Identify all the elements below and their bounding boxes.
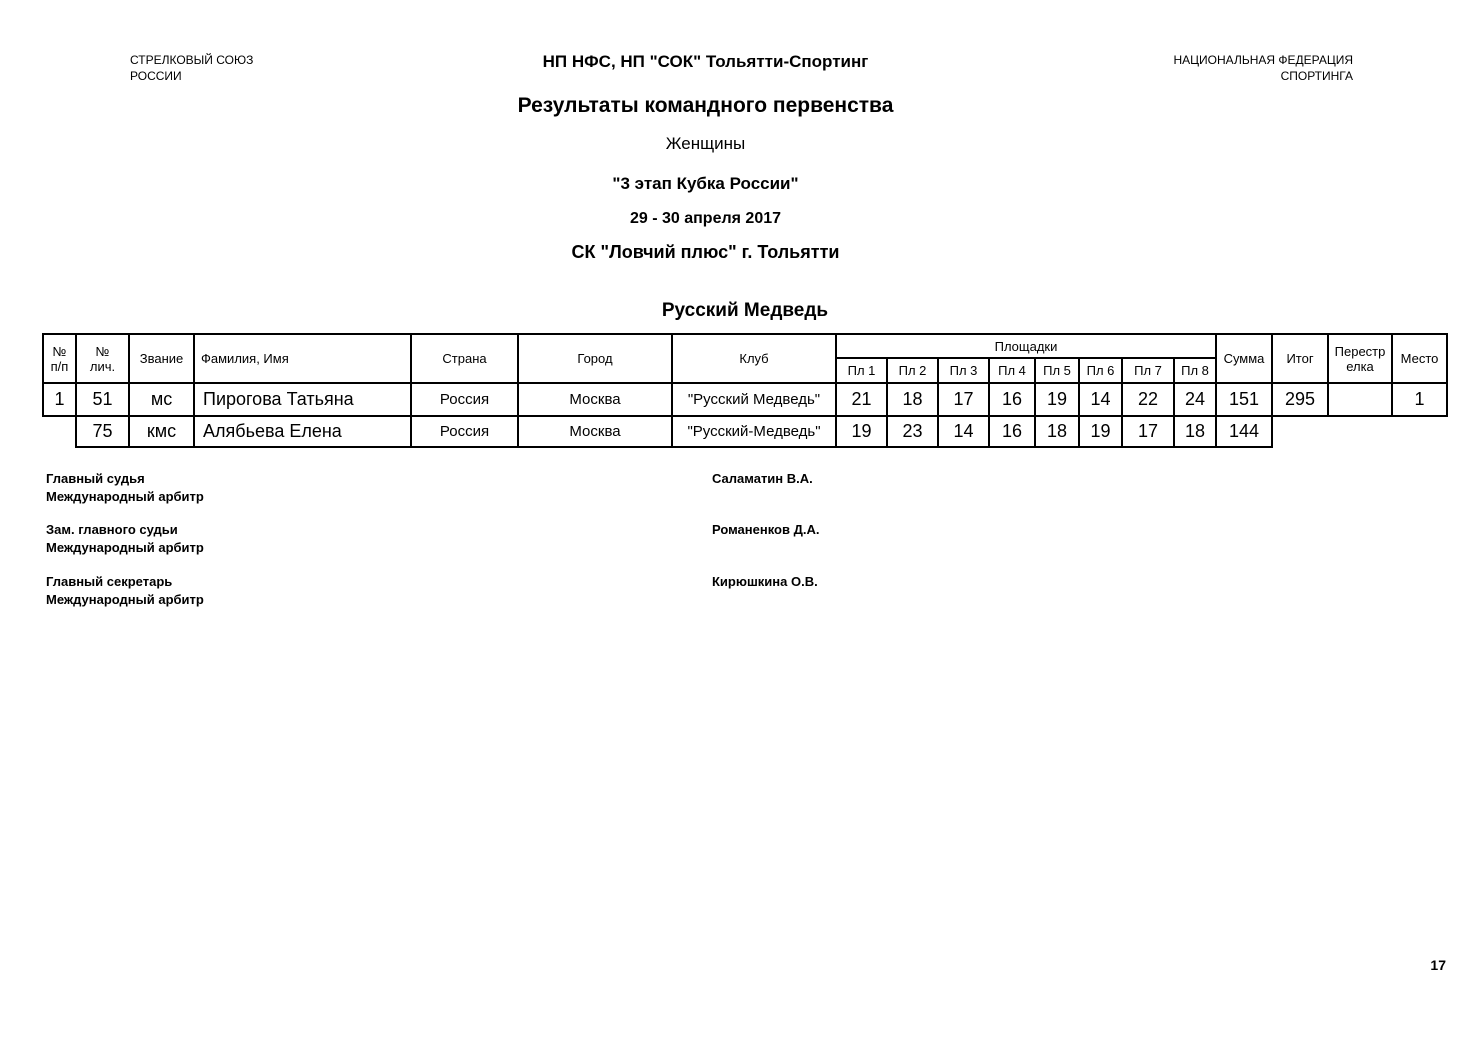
row-rank: мс [129, 383, 194, 416]
row-score-6: 19 [1079, 416, 1122, 447]
row-personal-num: 75 [76, 416, 129, 447]
right-org-line1: НАЦИОНАЛЬНАЯ ФЕДЕРАЦИЯ [1173, 53, 1353, 67]
row-score-4: 16 [989, 383, 1035, 416]
row-country: Россия [411, 416, 518, 447]
official-1 [46, 470, 204, 506]
row-shootoff [1328, 383, 1392, 416]
row-num [43, 416, 76, 447]
header-personal-num: № лич. [76, 334, 129, 383]
row-score-7: 22 [1122, 383, 1174, 416]
official-role: Главный секретарь [46, 574, 173, 589]
row-place-empty [1392, 416, 1447, 447]
row-country: Россия [411, 383, 518, 416]
row-score-1: 21 [836, 383, 887, 416]
official-name: Романенков Д.А. [712, 522, 820, 537]
header-rank: Звание [129, 334, 194, 383]
team-name: Русский Медведь [661, 300, 829, 321]
row-score-7: 17 [1122, 416, 1174, 447]
table-row [43, 416, 1447, 447]
row-city: Москва [518, 416, 672, 447]
header-range-6: Пл 6 [1079, 358, 1122, 383]
header-range-7: Пл 7 [1122, 358, 1174, 383]
row-total-empty [1272, 416, 1328, 447]
page-title: Результаты командного первенства [517, 94, 894, 117]
row-total: 295 [1272, 383, 1328, 416]
official-title: Международный арбитр [46, 592, 204, 607]
row-score-5: 19 [1035, 383, 1079, 416]
row-score-2: 18 [887, 383, 938, 416]
row-score-6: 14 [1079, 383, 1122, 416]
row-personal-num: 51 [76, 383, 129, 416]
official-name: Кирюшкина О.В. [712, 574, 818, 589]
header-range-2: Пл 2 [887, 358, 938, 383]
header-range-4: Пл 4 [989, 358, 1035, 383]
official-title: Международный арбитр [46, 489, 204, 504]
row-score-3: 17 [938, 383, 989, 416]
competition-venue: СК "Ловчий плюс" г. Тольятти [571, 242, 840, 262]
table-row [43, 383, 1447, 416]
row-score-8: 24 [1174, 383, 1216, 416]
header-range-1: Пл 1 [836, 358, 887, 383]
header-num: № п/п [43, 334, 76, 383]
competition-name: "3 этап Кубка России" [612, 174, 799, 193]
competition-dates: 29 - 30 апреля 2017 [629, 210, 782, 227]
row-score-5: 18 [1035, 416, 1079, 447]
header-shootoff: Перестр елка [1328, 334, 1392, 383]
header-place: Место [1392, 334, 1447, 383]
row-score-2: 23 [887, 416, 938, 447]
page-number: 17 [1430, 957, 1446, 973]
left-org-line1: СТРЕЛКОВЫЙ СОЮЗ [130, 53, 254, 67]
header-row [43, 334, 1447, 358]
row-place: 1 [1392, 383, 1447, 416]
row-sum: 144 [1216, 416, 1272, 447]
official-2 [46, 521, 204, 557]
row-score-1: 19 [836, 416, 887, 447]
official-title: Международный арбитр [46, 540, 204, 555]
official-role: Зам. главного судьи [46, 522, 178, 537]
row-score-4: 16 [989, 416, 1035, 447]
header-ranges-group: Площадки [836, 334, 1216, 358]
organizers-title: НП НФС, НП "СОК" Тольятти-Спортинг [542, 52, 869, 71]
header-country: Страна [411, 334, 518, 383]
row-city: Москва [518, 383, 672, 416]
results-table [42, 333, 1448, 448]
row-shootoff-empty [1328, 416, 1392, 447]
row-club: "Русский Медведь" [672, 383, 836, 416]
header-range-5: Пл 5 [1035, 358, 1079, 383]
header-sum: Сумма [1216, 334, 1272, 383]
row-name: Пирогова Татьяна [194, 383, 411, 416]
header-range-8: Пл 8 [1174, 358, 1216, 383]
header-range-3: Пл 3 [938, 358, 989, 383]
row-score-8: 18 [1174, 416, 1216, 447]
row-sum: 151 [1216, 383, 1272, 416]
header-city: Город [518, 334, 672, 383]
row-score-3: 14 [938, 416, 989, 447]
official-3 [46, 573, 204, 609]
official-role: Главный судья [46, 471, 145, 486]
category-label: Женщины [665, 134, 746, 153]
header-club: Клуб [672, 334, 836, 383]
header-total: Итог [1272, 334, 1328, 383]
left-org-line2: РОССИИ [130, 69, 182, 83]
official-name: Саламатин В.А. [712, 471, 813, 486]
row-name: Алябьева Елена [194, 416, 411, 447]
row-rank: кмс [129, 416, 194, 447]
row-club: "Русский-Медведь" [672, 416, 836, 447]
header-name: Фамилия, Имя [194, 334, 411, 383]
row-num: 1 [43, 383, 76, 416]
right-org-line2: СПОРТИНГА [1280, 69, 1353, 83]
